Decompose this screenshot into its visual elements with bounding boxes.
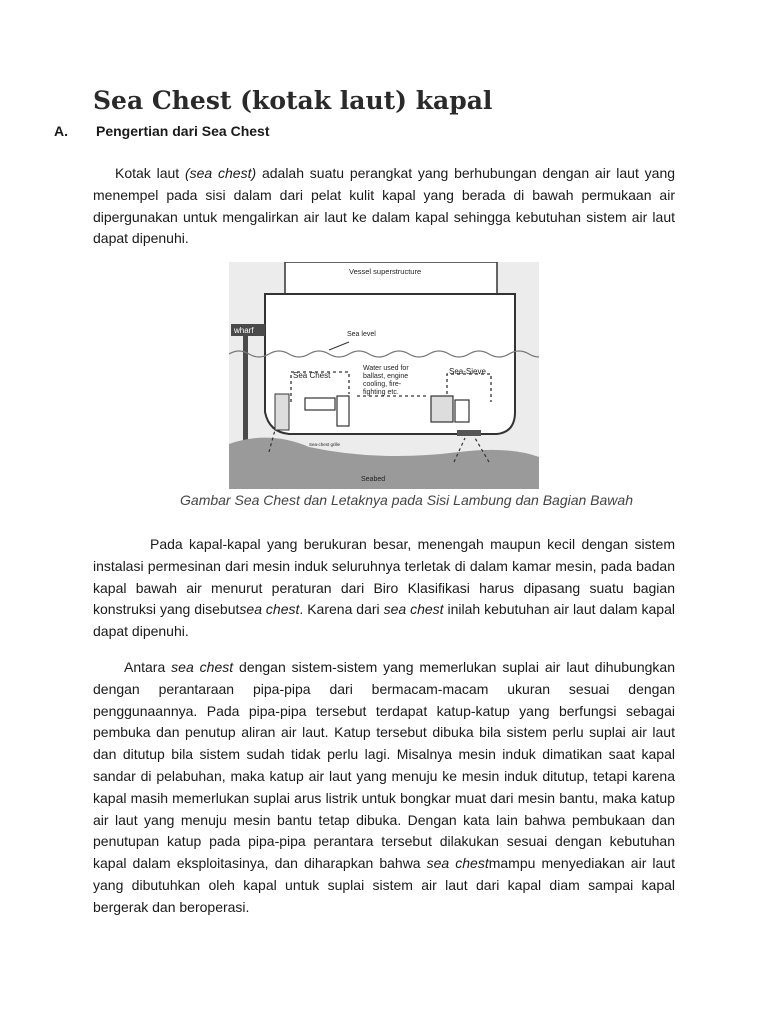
label-water-4: fighting etc.: [363, 389, 399, 396]
text-run: . Karena dari: [299, 601, 384, 618]
italic-term: (sea chest): [184, 165, 257, 181]
label-water-3: cooling, fire-: [363, 381, 402, 388]
italic-term: sea chest: [239, 601, 300, 618]
paragraph-valves: [93, 657, 675, 919]
text-run: Antara: [124, 659, 172, 675]
label-sea-level: Sea level: [347, 331, 376, 338]
sea-chest-left-box: [275, 394, 289, 430]
label-sea-chest-grille: Sea-chest grille: [309, 442, 341, 447]
label-wharf: wharf: [234, 326, 254, 335]
text-run: Pada kapal-kapal yang berukuran besar, menengah maupun kecil dengan sistem instalasi permesinan dari mesin induk seluruhnya terletak di dalam kamar mesin, pada badan kapal bawah air menurut peraturan dari Biro Klasifikasi harus dipasang suatu bagian konstruksi yang disebut: [93, 536, 675, 618]
valve-right: [455, 400, 469, 422]
section-title: Pengertian dari Sea Chest: [96, 123, 270, 139]
text-run: adalah suatu perangkat yang berhubungan dengan air laut yang menempel pada sisi dalam dari pelat kulit kapal yang berada di bawah permukaan air dipergunakan untuk mengalirkan air laut ke dalam kapal sehingga kebutuhan sistem air laut dapat dipenuhi.: [93, 165, 676, 247]
text-run: Kotak laut: [115, 165, 185, 181]
italic-term: sea chest: [426, 855, 489, 872]
page-title: Sea Chest (kotak laut) kapal: [93, 86, 493, 115]
italic-term: sea chest: [383, 601, 444, 618]
text-run: mampu menyediakan air laut yang dibutuhkan oleh kapal untuk suplai sistem air laut dari kapal diam sampai kapal bergerak dan beroperasi.: [93, 855, 675, 915]
text-run: inilah kebutuhan air laut dalam kapal dapat dipenuhi.: [93, 601, 675, 640]
label-sea-sieve: Sea-Sieve: [449, 367, 486, 376]
label-water-1: Water used for: [363, 365, 409, 372]
italic-term: sea chest: [171, 659, 234, 675]
strainer-left: [337, 396, 349, 426]
label-sea-chest: Sea Chest: [293, 371, 331, 380]
paragraph-construction: [93, 534, 675, 643]
label-seabed: Seabed: [361, 476, 386, 483]
diagram-svg: [229, 262, 539, 489]
sea-chest-diagram: [229, 262, 539, 489]
text-run: dengan sistem-sistem yang memerlukan suplai air laut dihubungkan dengan perantaraan pipa-pipa dari bermacam-macam ukuran sesuai dengan penggunaannya. Pada pipa-pipa tersebut terdapat katup-katup yang berfungsi sebagai pembuka dan penutup aliran air laut. Katup tersebut dibuka bila sistem perlu suplai air laut dan ditutup bila sistem sudah tidak perlu lagi. Misalnya mesin induk dimatikan saat kapal sandar di pelabuhan, maka katup air laut yang menuju ke mesin induk ditutup, tetapi karena kapal masih memerlukan suplai arus listrik untuk bongkar muat dari mesin bantu, maka katup air laut yang menuju mesin bantu tetap dibuka. Dengan kata lain bahwa pembukaan dan penutupan katup pada pipa-pipa perantara tersebut dilakukan sesuai dengan kebutuhan kapal dalam eksploitasinya, dan diharapkan bahwa: [93, 659, 675, 872]
figure-caption: Gambar Sea Chest dan Letaknya pada Sisi Lambung dan Bagian Bawah: [180, 492, 633, 508]
ship-hull: [265, 294, 515, 434]
paragraph-definition: [93, 163, 675, 250]
label-vessel-superstructure: Vessel superstructure: [349, 267, 422, 276]
bottom-grille: [457, 430, 481, 436]
valve-left: [305, 398, 335, 410]
section-heading: [54, 123, 270, 139]
sea-sieve-box: [431, 396, 453, 422]
label-water-2: ballast, engine: [363, 373, 409, 380]
section-number: A.: [54, 123, 68, 139]
